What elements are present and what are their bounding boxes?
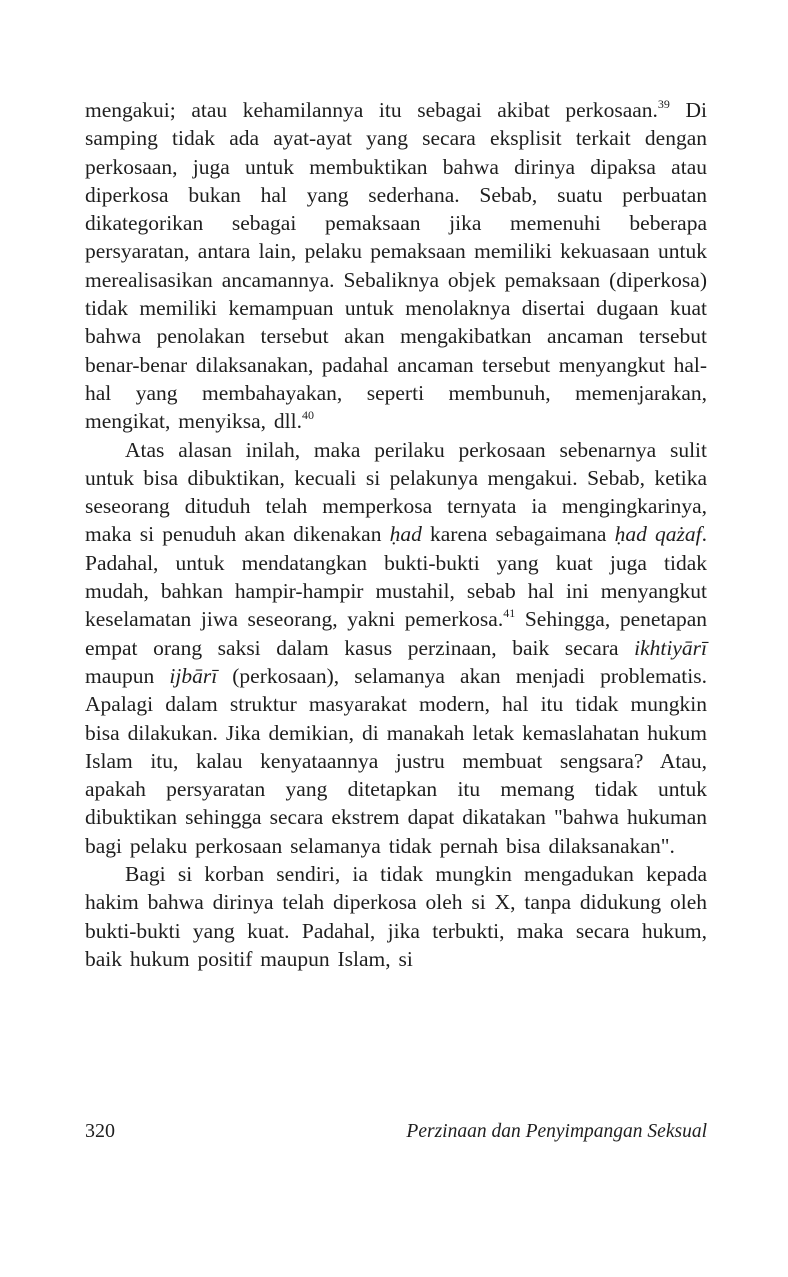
italic-term: ijbārī	[169, 663, 218, 688]
text-run: maupun	[85, 663, 170, 688]
text-run: (perkosaan), selamanya akan menjadi problematis. Apalagi dalam struktur masyarakat modern, hal itu tidak mungkin bisa dilakukan. Jika demikian, di manakah letak kemaslahatan hukum Islam itu, kalau kenyataannya justru membuat sengsara? Atau, apakah persyaratan yang ditetapkan itu memang tidak untuk dibuktikan sehingga secara ekstrem dapat dikatakan "bahwa hukuman bagi pelaku perkosaan selamanya tidak pernah bisa dilaksanakan".	[85, 663, 707, 858]
text-run: . Padahal, untuk mendatangkan bukti-bukti yang kuat juga tidak mudah, bahkan hampir-hampir mustahil, sebab hal ini menyangkut keselamatan jiwa seseorang, yakni pemerkosa.	[85, 522, 707, 632]
body-text	[85, 96, 707, 973]
footnote-reference: 40	[301, 408, 314, 423]
paragraph-2	[85, 436, 707, 860]
text-run: Sehingga, penetapan empat orang saksi dalam kasus perzinaan, baik secara	[85, 607, 707, 660]
italic-term: ḥad	[389, 522, 422, 547]
italic-term: ikhtiyārī	[634, 635, 707, 660]
footnote-reference: 41	[503, 606, 516, 621]
text-run: Bagi si korban sendiri, ia tidak mungkin mengadukan kepada hakim bahwa dirinya telah diperkosa oleh si X, tanpa didukung oleh bukti-bukti yang kuat. Padahal, jika terbukti, maka secara hukum, baik hukum positif maupun Islam, si	[85, 862, 707, 971]
page-footer	[85, 1120, 707, 1143]
running-title: Perzinaan dan Penyimpangan Seksual	[406, 1121, 707, 1142]
italic-term: ḥad qażaf	[614, 522, 702, 547]
paragraph-1	[85, 96, 707, 436]
text-run: karena sebagaimana	[421, 522, 615, 547]
footnote-reference: 39	[657, 97, 670, 111]
text-run: Di samping tidak ada ayat-ayat yang secara eksplisit terkait dengan perkosaan, juga untuk membuktikan bahwa dirinya dipaksa atau diperkosa bukan hal yang sederhana. Sebab, suatu perbuatan dikategorikan sebagai pemaksaan jika memenuhi beberapa persyaratan, antara lain, pelaku pemaksaan memiliki kekuasaan untuk merealisasikan ancamannya. Sebaliknya objek pemaksaan (diperkosa) tidak memiliki kemampuan untuk menolaknya disertai dugaan kuat bahwa penolakan tersebut akan mengakibatkan ancaman tersebut benar-benar dilaksanakan, padahal ancaman tersebut menyangkut hal-hal yang membahayakan, seperti membunuh, memenjarakan, mengikat, menyiksa, dll.	[85, 98, 707, 434]
page-number: 320	[85, 1120, 115, 1142]
text-run: Atas alasan inilah, maka perilaku perkosaan sebenarnya sulit untuk bisa dibuktikan, kecuali si pelakunya mengakui. Sebab, ketika seseorang dituduh telah memperkosa ternyata ia mengingkarinya, maka si penuduh akan dikenakan	[85, 437, 707, 547]
paragraph-3	[85, 860, 707, 973]
text-run: mengakui; atau kehamilannya itu sebagai akibat perkosaan.	[85, 98, 658, 122]
